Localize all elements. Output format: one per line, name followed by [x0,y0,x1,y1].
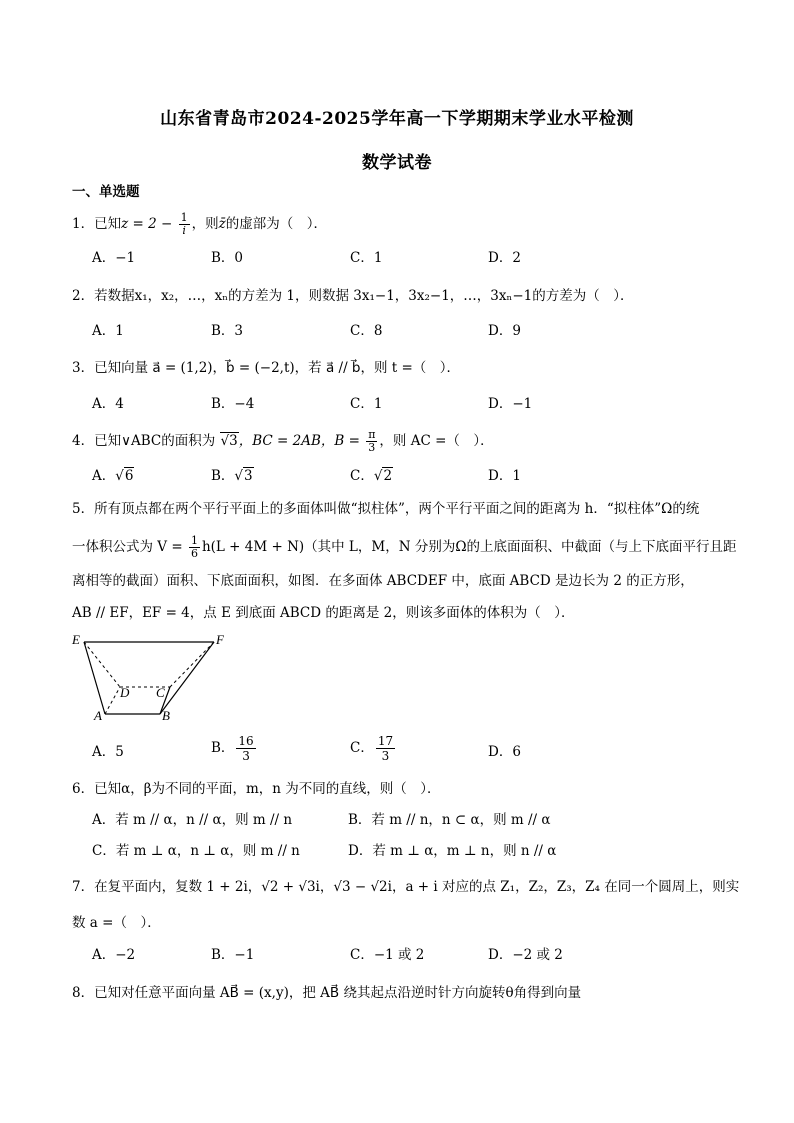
document-title: 山东省青岛市2024-2025学年高一下学期期末学业水平检测 [160,109,634,129]
document-subtitle: 数学试卷 [362,153,432,173]
vertex-label-d: D [120,685,130,700]
q1-option-c: C．1 [350,250,383,266]
q2-option-b: B．3 [211,323,244,339]
vertex-label-a: A [94,708,102,723]
q7-option-c: C．−1 或 2 [350,947,425,963]
q2-option-d: D．9 [488,323,521,339]
question-1 [72,212,327,237]
vertex-label-f: F [216,632,224,647]
q3-option-a: A．4 [92,396,124,412]
q6-option-d: D．若 m ⊥ α，m ⊥ n，则 n // α [348,843,557,859]
polyhedron-figure [68,630,248,725]
q7-option-d: D．−2 或 2 [488,947,563,963]
q1-post: ，则 [191,216,219,232]
question-5-line-4: AB // EF，EF = 4，点 E 到底面 ABCD 的距离是 2，则该多面体的体积为（ ）． [72,605,575,621]
vertex-label-b: B [162,708,170,723]
q1-zbar: z̄ [218,216,226,232]
q6-option-a: A．若 m // α，n // α，则 m // n [92,812,293,828]
question-4 [72,429,494,454]
q1-option-a: A．−1 [92,250,136,266]
question-8: 8．已知对任意平面向量 AB⃗ = (x,y)，把 AB⃗ 绕其起点沿逆时针方向旋转θ角得到向量 [72,985,582,1001]
q1-number: 1． [72,216,95,232]
q3-option-b: B．−4 [211,396,255,412]
q5-option-d: D．6 [488,744,521,760]
q4-mid: ，BC = 2AB，B = [238,433,365,449]
q2-option-a: A．1 [92,323,124,339]
q4-pre: 4．已知∨ABC的面积为 [72,433,220,449]
q1-option-b: B．0 [211,250,244,266]
q4-option-b: B．√3 [211,468,253,484]
q1-fraction: $\frac{1}{i}$ [180,211,188,237]
q4-sqrt: √3 [220,433,238,449]
q2-option-c: C．8 [350,323,383,339]
q7-option-b: B．−1 [211,947,255,963]
question-5-line-3: 离相等的截面）面积、下底面面积，如图．在多面体 ABCDEF 中，底面 ABCD 是边长为 2 的正方形， [72,573,694,589]
question-6: 6．已知α，β为不同的平面，m，n 为不同的直线，则（ ）． [72,781,441,797]
vertex-label-c: C [156,685,165,700]
q4-option-d: D．1 [488,468,521,484]
question-5-line-1: 5．所有顶点都在两个平行平面上的多面体叫做“拟柱体”，两个平行平面之间的距离为 h．“拟柱体”Ω的统 [72,501,700,517]
q4-option-c: C．√2 [350,468,393,484]
q6-option-b: B．若 m // n，n ⊂ α，则 m // α [348,812,551,828]
question-7-line-1: 7．在复平面内，复数 1 + 2i，√2 + √3i，√3 − √2i，a + i 对应的点 Z₁，Z₂，Z₃，Z₄ 在同一个圆周上，则实 [72,879,740,895]
q3-option-c: C．1 [350,396,383,412]
q5-option-b: B． $\frac{16}{3}$ [211,734,254,763]
q4-post: ，则 AC =（ ）． [379,433,494,449]
question-2: 2．若数据x₁，x₂，…，xₙ的方差为 1，则数据 3x₁−1，3x₂−1，…，3xₙ−1的方差为（ ）． [72,288,634,304]
q6-option-c: C．若 m ⊥ α，n ⊥ α，则 m // n [92,843,300,859]
q4-option-a: A．√6 [92,468,134,484]
q1-tail: 的虚部为（ ）． [225,216,327,232]
q1-pre: 已知 [94,216,122,232]
q7-option-a: A．−2 [92,947,136,963]
question-7-line-2: 数 a =（ ）． [72,915,161,931]
question-3: 3．已知向量 a⃗ = (1,2)，b⃗ = (−2,t)，若 a⃗ // b⃗，则 t =（ ）． [72,360,461,376]
vertex-label-e: E [72,632,80,647]
question-5-line-2: 一体积公式为 V = $\frac{1}{6}$ h(L + 4M + N)（其中 L，M，N 分别为Ω的上底面面积、中截面（与上下底面平行且距 [72,534,737,560]
q5-option-a: A．5 [92,744,124,760]
q1-option-d: D．2 [488,250,521,266]
q5-option-c: C． $\frac{17}{3}$ [350,734,394,763]
section-heading: 一、单选题 [72,184,140,200]
q1-expr: z = 2 − [121,216,177,232]
q3-option-d: D．−1 [488,396,533,412]
q4-fraction: $\frac{\pi}{3}$ [368,428,376,454]
